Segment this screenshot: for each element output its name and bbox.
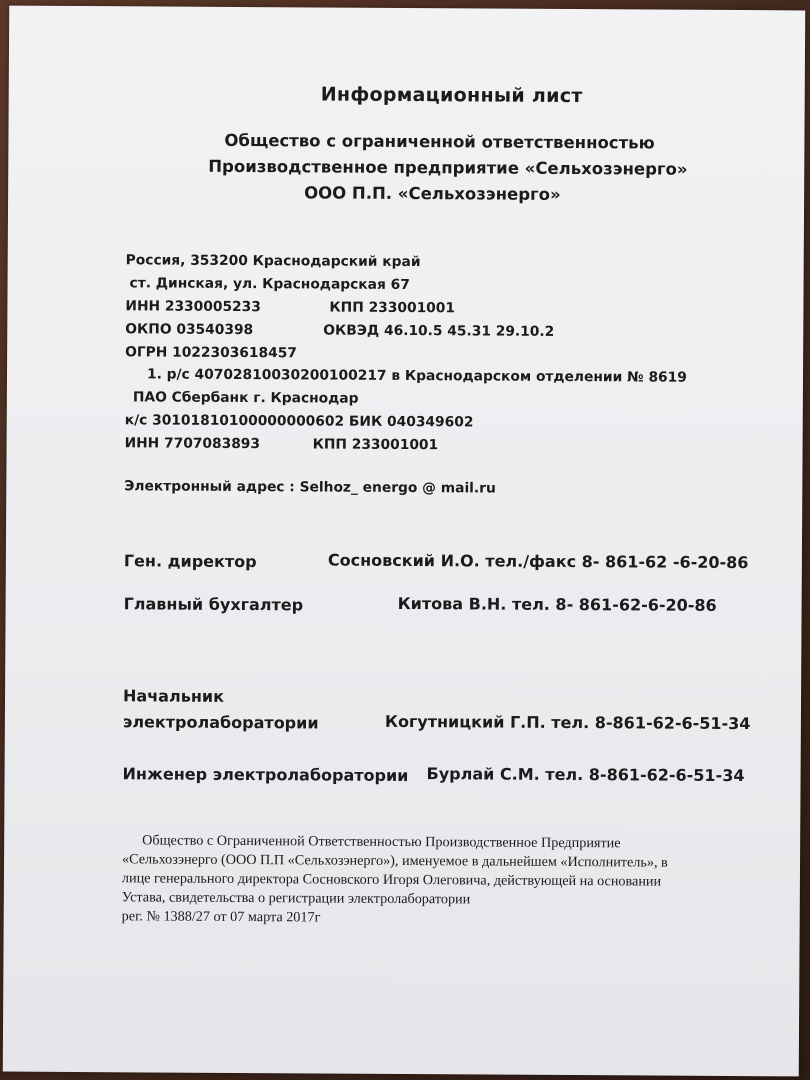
- lab-head-info: Когутницкий Г.П. тел. 8-861-62-6-51-34: [384, 711, 751, 734]
- okpo: ОКПО 03540398: [125, 321, 254, 339]
- footer-line-3: лице генерального директора Сосновского Игоря Олеговича, действующей на основании: [121, 870, 662, 890]
- document-title: Информационный лист: [320, 83, 583, 108]
- okved: ОКВЭД 46.10.5 45.31 29.10.2: [323, 322, 555, 340]
- engineer-info: Бурлай С.М. тел. 8-861-62-6-51-34: [426, 764, 745, 786]
- inn: ИНН 2330005233: [125, 298, 261, 316]
- engineer-role: Инженер электролаборатории: [122, 764, 409, 786]
- bank-name: ПАО Сбербанк г. Краснодар: [132, 389, 359, 407]
- email-address: Электронный адрес : Selhoz_ energo @ mail.ru: [124, 478, 496, 497]
- document-page: [3, 6, 805, 1077]
- footer-line-1: Общество с Ограниченной Ответственностью Производственное Предприятие: [142, 832, 621, 852]
- org-name-line-1: Общество с ограниченной ответственностью: [224, 130, 655, 153]
- org-name-line-2: Производственное предприятие «Сельхозэнерго»: [208, 156, 688, 179]
- director-role: Ген. директор: [123, 551, 257, 572]
- director-info: Сосновский И.О. тел./факс 8- 861-62 -6-20-86: [327, 550, 749, 573]
- correspondent-account: к/с 30101810100000000602 БИК 040349602: [124, 412, 474, 431]
- bank-inn: ИНН 7707083893: [124, 435, 261, 453]
- address-line-2: ст. Динская, ул. Краснодарская 67: [129, 275, 410, 294]
- bank-account: 1. р/с 40702810030200100217 в Краснодарском отделении № 8619: [146, 366, 687, 386]
- ogrn: ОГРН 1022303618457: [125, 344, 297, 362]
- org-short-name: ООО П.П. «Сельхозэнерго»: [304, 183, 561, 204]
- footer-line-5: рег. № 1388/27 от 07 марта 2017г: [121, 908, 321, 926]
- lab-head-role-line-2: электролаборатории: [122, 712, 319, 733]
- footer-line-4: Устава, свидетельства о регистрации электролаборатории: [121, 889, 471, 908]
- accountant-role: Главный бухгалтер: [123, 594, 304, 615]
- accountant-info: Китова В.Н. тел. 8- 861-62-6-20-86: [397, 593, 717, 615]
- kpp: КПП 233001001: [329, 299, 456, 317]
- bank-kpp: КПП 233001001: [312, 436, 439, 454]
- address-line-1: Россия, 353200 Краснодарский край: [125, 252, 421, 271]
- footer-line-2: «Сельхозэнерго (ООО П.П «Сельхозэнерго»), именуемое в дальнейшем «Исполнитель», в: [122, 851, 668, 871]
- lab-head-role-line-1: Начальник: [122, 686, 225, 706]
